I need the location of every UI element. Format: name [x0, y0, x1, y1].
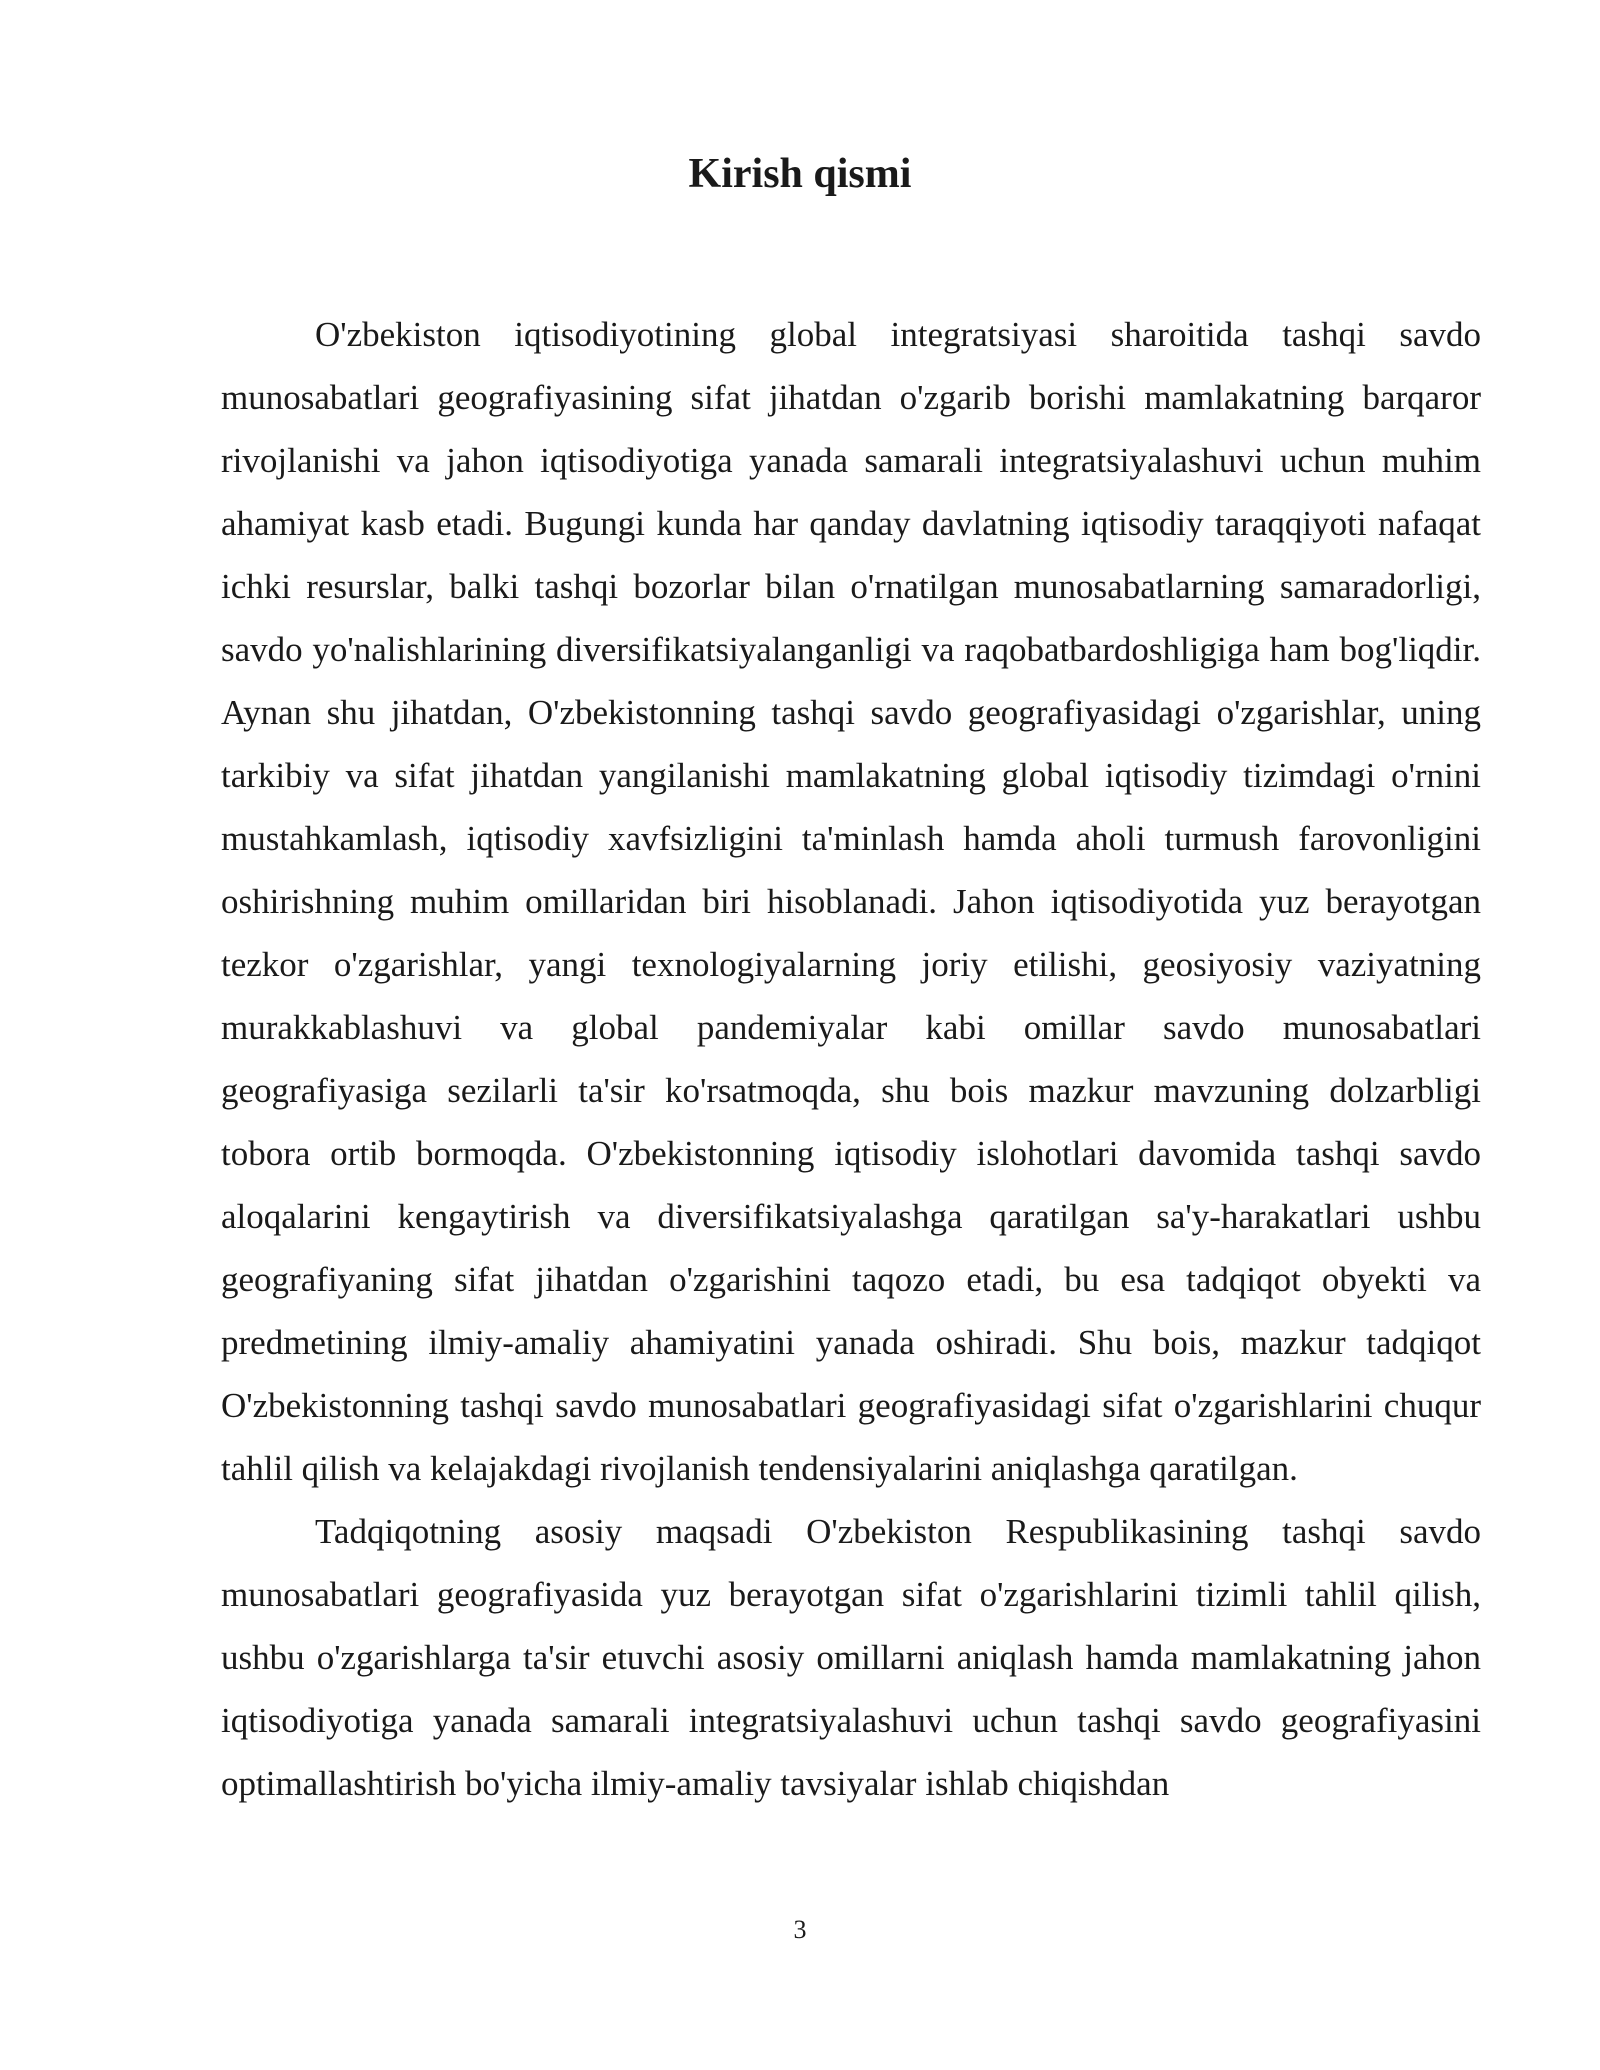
paragraph-research-goal: Tadqiqotning asosiy maqsadi O'zbekiston Respublikasining tashqi savdo munosabatlari geografiyasida yuz berayotgan sifat o'zgarishlarini tizimli tahlil qilish, ushbu o'zgarishlarga ta'sir etuvchi asosiy omillarni aniqlash hamda mamlakatning jahon iqtisodiyotiga yanada samarali integratsiyalashuvi uchun tashqi savdo geografiyasini optimallashtirish bo'yicha ilmiy-amaliy tavsiyalar ishlab chiqishdan: [221, 1512, 1481, 1803]
body-text: [221, 303, 1481, 1815]
page-number: 3: [793, 1915, 807, 1944]
paragraph-introduction: O'zbekiston iqtisodiyotining global integratsiyasi sharoitida tashqi savdo munosabatlari geografiyasining sifat jihatdan o'zgarib borishi mamlakatning barqaror rivojlanishi va jahon iqtisodiyotiga yanada samarali integratsiyalashuvi uchun muhim ahamiyat kasb etadi. Bugungi kunda har qanday davlatning iqtisodiy taraqqiyoti nafaqat ichki resurslar, balki tashqi bozorlar bilan o'rnatilgan munosabatlarning samaradorligi, savdo yo'nalishlarining diversifikatsiyalanganligi va raqobatbardoshligiga ham bog'liqdir. Aynan shu jihatdan, O'zbekistonning tashqi savdo geografiyasidagi o'zgarishlar, uning tarkibiy va sifat jihatdan yangilanishi mamlakatning global iqtisodiy tizimdagi o'rnini mustahkamlash, iqtisodiy xavfsizligini ta'minlash hamda aholi turmush farovonligini oshirishning muhim omillaridan biri hisoblanadi. Jahon iqtisodiyotida yuz berayotgan tezkor o'zgarishlar, yangi texnologiyalarning joriy etilishi, geosiyosiy vaziyatning murakkablashuvi va global pandemiyalar kabi omillar savdo munosabatlari geografiyasiga sezilarli ta'sir ko'rsatmoqda, shu bois mazkur mavzuning dolzarbligi tobora ortib bormoqda. O'zbekistonning iqtisodiy islohotlari davomida tashqi savdo aloqalarini kengaytirish va diversifikatsiyalashga qaratilgan sa'y-harakatlari ushbu geografiyaning sifat jihatdan o'zgarishini taqozo etadi, bu esa tadqiqot obyekti va predmetining ilmiy-amaliy ahamiyatini yanada oshiradi. Shu bois, mazkur tadqiqot O'zbekistonning tashqi savdo munosabatlari geografiyasidagi sifat o'zgarishlarini chuqur tahlil qilish va kelajakdagi rivojlanish tendensiyalarini aniqlashga qaratilgan.: [221, 315, 1481, 1488]
section-title: Kirish qismi: [688, 151, 912, 197]
